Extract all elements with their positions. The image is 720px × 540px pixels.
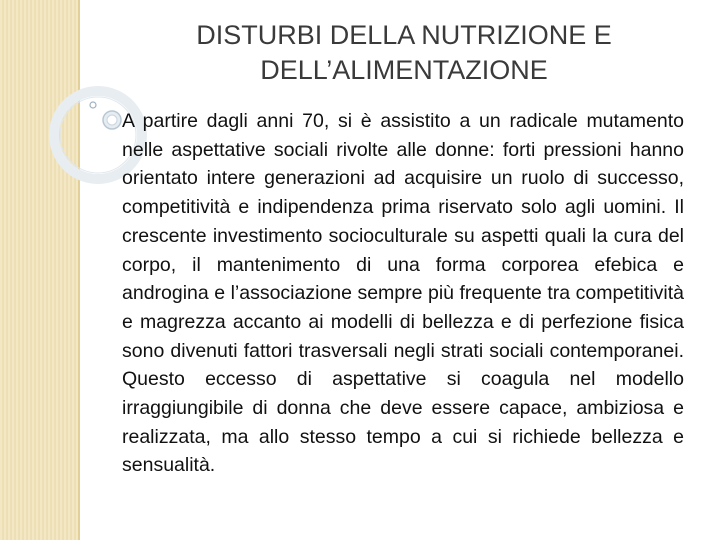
title-line-2: DELL’ALIMENTAZIONE	[260, 55, 548, 85]
small-dot-decoration	[90, 102, 96, 108]
bullet-circle-inner	[107, 115, 117, 125]
body-paragraph: A partire dagli anni 70, si è assistito a un radicale mutamento nelle aspettative sociali rivolte alle donne: forti pressioni hanno orientato intere generazioni ad acquisire un ruolo di successo, competitività e indipendenza prima riservato solo agli uomini. Il crescente investimento socioculturale su aspetti quali la cura del corpo, il mantenimento di una forma corporea efebica e androgina e l’associazione sempre più frequente tra competitività e magrezza accanto ai modelli di bellezza e di perfezione fisica sono divenuti fattori trasversali negli strati sociali contemporanei. Questo eccesso di aspettative si coagula nel modello irraggiungibile di donna che deve essere capace, ambiziosa e realizzata, ma allo stesso tempo a cui si richiede bellezza e sensualità.	[122, 110, 684, 477]
slide-title	[120, 18, 688, 88]
title-line-1: DISTURBI DELLA NUTRIZIONE E	[196, 20, 612, 50]
